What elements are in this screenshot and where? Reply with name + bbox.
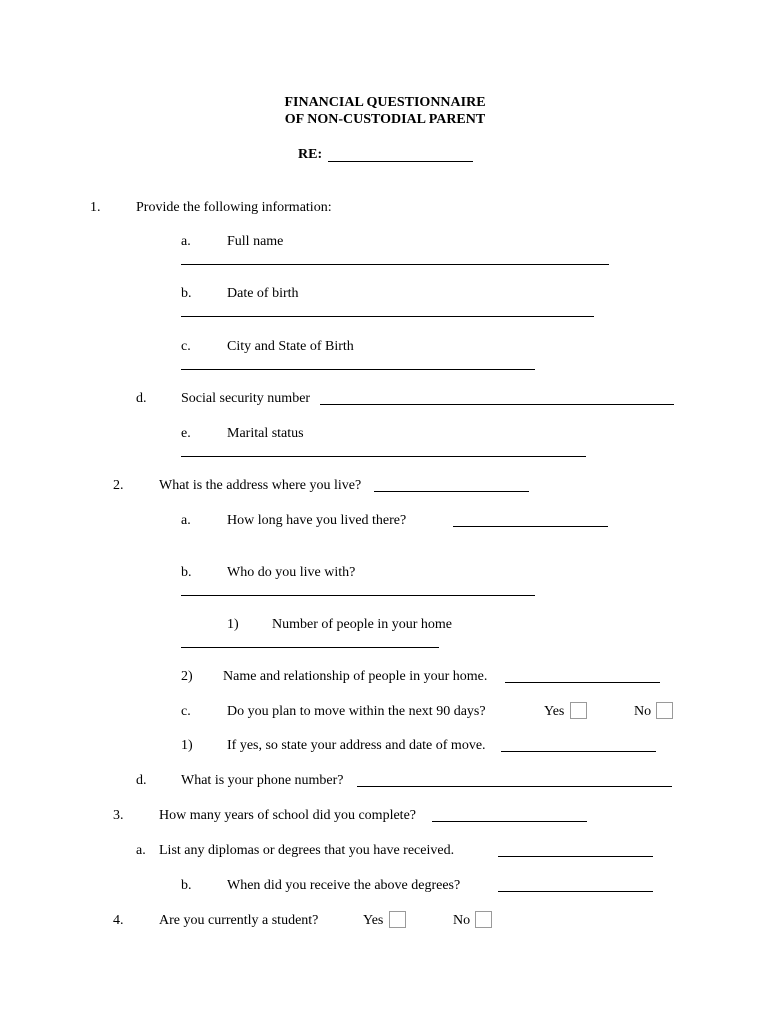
- re-field[interactable]: [328, 161, 473, 162]
- q2b1-number: 1): [227, 617, 239, 632]
- q1e-letter: e.: [181, 426, 191, 441]
- move-no-checkbox[interactable]: [656, 702, 673, 719]
- number-of-people-field[interactable]: [181, 647, 439, 648]
- phone-number-field[interactable]: [357, 786, 672, 787]
- live-with-field[interactable]: [181, 595, 535, 596]
- relationships-field[interactable]: [505, 682, 660, 683]
- q2c-text: Do you plan to move within the next 90 days?: [227, 704, 486, 719]
- q2b2-text: Name and relationship of people in your home.: [223, 669, 488, 684]
- new-address-field[interactable]: [501, 751, 656, 752]
- q1d-text: Social security number: [181, 391, 311, 406]
- q1e-text: Marital status: [227, 426, 304, 441]
- move-yes-checkbox[interactable]: [570, 702, 587, 719]
- q2c-no-label: No: [634, 704, 652, 719]
- q2-text: What is the address where you live?: [159, 478, 362, 493]
- q4-number: 4.: [113, 913, 124, 928]
- student-no-checkbox[interactable]: [475, 911, 492, 928]
- q3-text: How many years of school did you complete?: [159, 808, 416, 823]
- years-school-field[interactable]: [432, 821, 587, 822]
- q1b-text: Date of birth: [227, 286, 299, 301]
- q3b-letter: b.: [181, 878, 192, 893]
- q1b-letter: b.: [181, 286, 192, 301]
- q3-number: 3.: [113, 808, 124, 823]
- q2c-letter: c.: [181, 704, 191, 719]
- ssn-field[interactable]: [320, 404, 674, 405]
- q3b-text: When did you receive the above degrees?: [227, 878, 461, 893]
- q2b1-text: Number of people in your home: [272, 617, 453, 632]
- q3a-text: List any diplomas or degrees that you have received.: [159, 843, 455, 858]
- city-state-birth-field[interactable]: [181, 369, 535, 370]
- q2a-text: How long have you lived there?: [227, 513, 407, 528]
- diplomas-field[interactable]: [498, 856, 653, 857]
- q1c-letter: c.: [181, 339, 191, 354]
- q1a-text: Full name: [227, 234, 284, 249]
- degree-dates-field[interactable]: [498, 891, 653, 892]
- q4-text: Are you currently a student?: [159, 913, 319, 928]
- q2-number: 2.: [113, 478, 124, 493]
- q1c-text: City and State of Birth: [227, 339, 354, 354]
- q2b-text: Who do you live with?: [227, 565, 356, 580]
- q1a-letter: a.: [181, 234, 191, 249]
- how-long-field[interactable]: [453, 526, 608, 527]
- full-name-field[interactable]: [181, 264, 609, 265]
- re-label: RE:: [298, 147, 323, 162]
- q4-no-label: No: [453, 913, 471, 928]
- q2c1-text: If yes, so state your address and date of move.: [227, 738, 486, 753]
- q2d-text: What is your phone number?: [181, 773, 344, 788]
- q4-yes-label: Yes: [363, 913, 384, 928]
- q2a-letter: a.: [181, 513, 191, 528]
- title-line-1: FINANCIAL QUESTIONNAIRE: [284, 95, 486, 110]
- q2c-yes-label: Yes: [544, 704, 565, 719]
- q2b2-number: 2): [181, 669, 193, 684]
- date-of-birth-field[interactable]: [181, 316, 594, 317]
- q1-number: 1.: [90, 200, 101, 215]
- address-field[interactable]: [374, 491, 529, 492]
- q1d-letter: d.: [136, 391, 147, 406]
- student-yes-checkbox[interactable]: [389, 911, 406, 928]
- q2b-letter: b.: [181, 565, 192, 580]
- q2d-letter: d.: [136, 773, 147, 788]
- title-line-2: OF NON-CUSTODIAL PARENT: [284, 112, 486, 127]
- marital-status-field[interactable]: [181, 456, 586, 457]
- q3a-letter: a.: [136, 843, 146, 858]
- q1-text: Provide the following information:: [136, 200, 332, 215]
- q2c1-number: 1): [181, 738, 193, 753]
